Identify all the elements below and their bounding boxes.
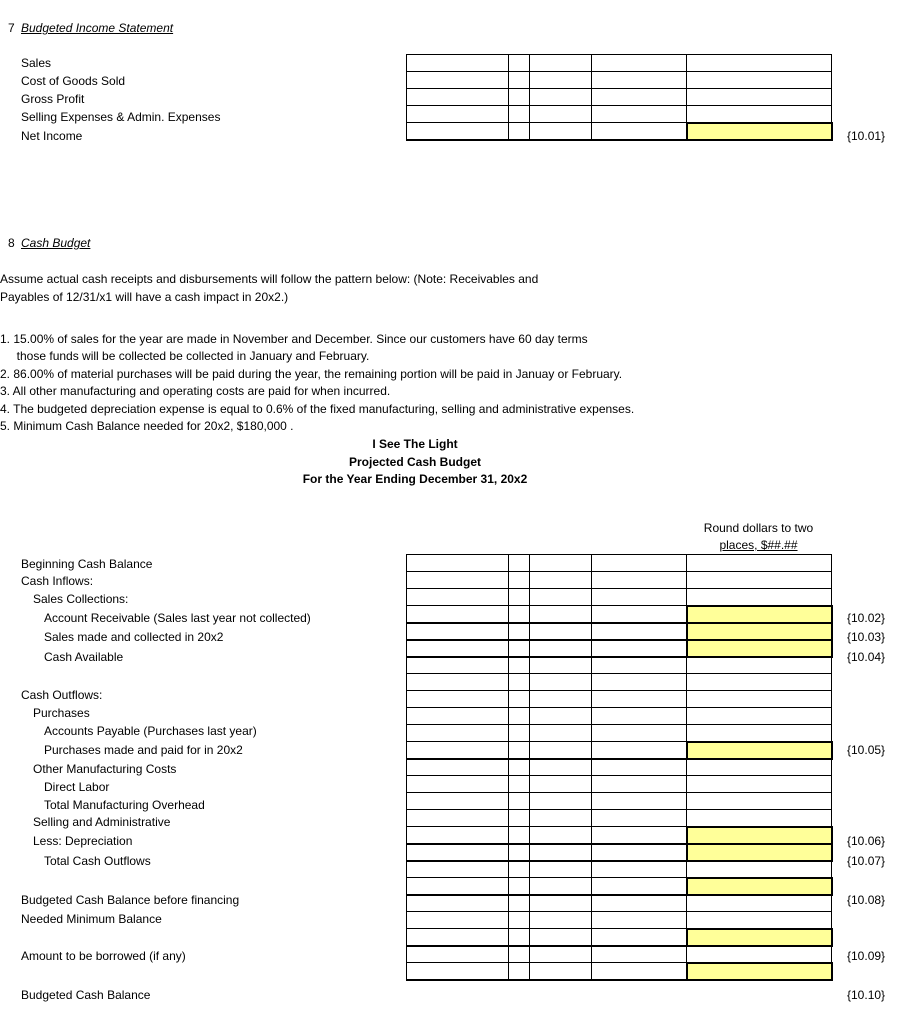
cell[interactable] <box>509 810 530 827</box>
cell[interactable] <box>509 72 530 89</box>
cell[interactable] <box>407 878 509 895</box>
cell[interactable] <box>509 691 530 708</box>
cell[interactable] <box>530 572 592 589</box>
cell[interactable] <box>592 623 687 640</box>
row-cash-inflows: Cash Inflows: <box>21 574 94 588</box>
table-row <box>407 776 832 793</box>
table-row <box>407 674 832 691</box>
cell[interactable] <box>407 89 509 106</box>
assumption-1-cont: those funds will be collected be collected in January and February. <box>0 349 370 363</box>
income-row-selling-admin: Selling Expenses & Admin. Expenses <box>21 110 221 124</box>
ref-10-03: {10.03} <box>847 630 886 644</box>
cell[interactable] <box>530 895 592 912</box>
cell[interactable] <box>592 89 687 106</box>
table-row <box>407 861 832 878</box>
cell[interactable] <box>530 89 592 106</box>
cell[interactable] <box>509 623 530 640</box>
row-sales-collected: Sales made and collected in 20x2 <box>44 630 224 644</box>
cell[interactable] <box>592 606 687 623</box>
cell[interactable] <box>687 72 832 89</box>
cell[interactable] <box>407 708 509 725</box>
cell[interactable] <box>592 657 687 674</box>
cell[interactable] <box>509 844 530 861</box>
cell[interactable] <box>687 708 832 725</box>
cell[interactable] <box>509 725 530 742</box>
cell[interactable] <box>592 776 687 793</box>
table-row <box>407 844 832 861</box>
cell[interactable] <box>509 827 530 844</box>
cell[interactable] <box>687 691 832 708</box>
intro-line-1: Assume actual cash receipts and disbursements will follow the pattern below: (Note: Receivables and <box>0 272 539 286</box>
table-row <box>407 606 832 623</box>
cell[interactable] <box>530 640 592 657</box>
cell[interactable] <box>407 589 509 606</box>
cell[interactable] <box>407 963 509 980</box>
answer-input[interactable] <box>687 623 832 640</box>
table-row <box>407 878 832 895</box>
answer-input[interactable] <box>687 606 832 623</box>
cell[interactable] <box>530 946 592 963</box>
round-note-2: places, $##.## <box>719 538 798 552</box>
income-statement-title: Budgeted Income Statement <box>21 21 174 35</box>
cell[interactable] <box>530 708 592 725</box>
ref-10-04: {10.04} <box>847 650 886 664</box>
row-purchases-paid: Purchases made and paid for in 20x2 <box>44 743 243 757</box>
cell[interactable] <box>687 725 832 742</box>
section-8-number: 8 <box>8 236 15 250</box>
cell[interactable] <box>592 929 687 946</box>
row-total-outflows: Total Cash Outflows <box>44 854 151 868</box>
cell[interactable] <box>592 72 687 89</box>
income-row-gross-profit: Gross Profit <box>21 92 85 106</box>
cell[interactable] <box>530 776 592 793</box>
cell[interactable] <box>687 895 832 912</box>
cell[interactable] <box>530 912 592 929</box>
row-budgeted-cash: Budgeted Cash Balance <box>21 988 151 1002</box>
cell[interactable] <box>407 861 509 878</box>
income-statement-grid <box>406 54 833 141</box>
cell[interactable] <box>530 606 592 623</box>
table-row <box>407 640 832 657</box>
row-min-balance: Needed Minimum Balance <box>21 912 162 926</box>
net-income-input[interactable] <box>687 123 832 140</box>
cell[interactable] <box>530 691 592 708</box>
cell[interactable] <box>407 691 509 708</box>
assumption-3: 3. All other manufacturing and operating costs are paid for when incurred. <box>0 384 391 398</box>
cell[interactable] <box>592 912 687 929</box>
cell[interactable] <box>407 895 509 912</box>
cash-budget-grid <box>406 554 833 981</box>
row-amount-borrowed: Amount to be borrowed (if any) <box>21 949 186 963</box>
cell[interactable] <box>687 555 832 572</box>
round-note-1: Round dollars to two <box>703 521 814 535</box>
cell[interactable] <box>509 878 530 895</box>
table-row <box>407 657 832 674</box>
table-row <box>407 912 832 929</box>
cell[interactable] <box>592 793 687 810</box>
ref-10-02: {10.02} <box>847 611 886 625</box>
cell[interactable] <box>509 861 530 878</box>
answer-input[interactable] <box>687 640 832 657</box>
cell[interactable] <box>509 793 530 810</box>
answer-input[interactable] <box>687 878 832 895</box>
cell[interactable] <box>407 55 509 72</box>
table-row <box>407 725 832 742</box>
cell[interactable] <box>530 793 592 810</box>
table-row <box>407 946 832 963</box>
row-purchases: Purchases <box>33 706 90 720</box>
cell[interactable] <box>530 878 592 895</box>
cell[interactable] <box>509 929 530 946</box>
cell[interactable] <box>407 623 509 640</box>
cell[interactable] <box>687 912 832 929</box>
answer-input[interactable] <box>687 827 832 844</box>
cell[interactable] <box>407 793 509 810</box>
row-accounts-receivable: Account Receivable (Sales last year not collected) <box>44 611 311 625</box>
table-row <box>407 793 832 810</box>
cell[interactable] <box>592 963 687 980</box>
row-direct-labor: Direct Labor <box>44 780 110 794</box>
cell[interactable] <box>509 106 530 123</box>
cell[interactable] <box>687 89 832 106</box>
table-row <box>407 555 832 572</box>
cell[interactable] <box>509 963 530 980</box>
cell[interactable] <box>407 844 509 861</box>
cell[interactable] <box>592 55 687 72</box>
cell[interactable] <box>592 691 687 708</box>
cell[interactable] <box>530 657 592 674</box>
cell[interactable] <box>592 589 687 606</box>
cell[interactable] <box>509 589 530 606</box>
cell[interactable] <box>687 572 832 589</box>
cell[interactable] <box>687 674 832 691</box>
cell[interactable] <box>592 827 687 844</box>
cell[interactable] <box>509 674 530 691</box>
assumption-1: 1. 15.00% of sales for the year are made in November and December. Since our customers have 60 day terms <box>0 332 588 346</box>
table-row <box>407 623 832 640</box>
cell[interactable] <box>530 929 592 946</box>
cell[interactable] <box>592 946 687 963</box>
cell[interactable] <box>687 810 832 827</box>
income-row-net-income: Net Income <box>21 129 83 143</box>
cell[interactable] <box>687 946 832 963</box>
ref-10-08: {10.08} <box>847 893 886 907</box>
cell[interactable] <box>530 725 592 742</box>
income-row-sales: Sales <box>21 56 52 70</box>
row-total-mfg-overhead: Total Manufacturing Overhead <box>44 798 205 812</box>
cell[interactable] <box>530 589 592 606</box>
cell[interactable] <box>530 55 592 72</box>
row-beginning-cash: Beginning Cash Balance <box>21 557 153 571</box>
table-row <box>407 759 832 776</box>
cell[interactable] <box>530 759 592 776</box>
cell[interactable] <box>687 861 832 878</box>
cell[interactable] <box>407 912 509 929</box>
cell[interactable] <box>407 72 509 89</box>
cell[interactable] <box>407 759 509 776</box>
answer-input[interactable] <box>687 844 832 861</box>
cell[interactable] <box>530 623 592 640</box>
cell[interactable] <box>509 606 530 623</box>
cell[interactable] <box>687 759 832 776</box>
cell[interactable] <box>509 776 530 793</box>
cell[interactable] <box>592 640 687 657</box>
table-row <box>407 827 832 844</box>
cell[interactable] <box>687 793 832 810</box>
row-other-mfg: Other Manufacturing Costs <box>33 762 177 776</box>
table-row <box>407 708 832 725</box>
table-row <box>407 742 832 759</box>
cell[interactable] <box>530 827 592 844</box>
cell[interactable] <box>509 55 530 72</box>
cell[interactable] <box>592 674 687 691</box>
row-cash-available: Cash Available <box>44 650 124 664</box>
cell[interactable] <box>530 674 592 691</box>
answer-input[interactable] <box>687 929 832 946</box>
cell[interactable] <box>687 106 832 123</box>
cell[interactable] <box>407 123 509 140</box>
cell[interactable] <box>407 827 509 844</box>
cell[interactable] <box>687 776 832 793</box>
cell[interactable] <box>407 657 509 674</box>
cell[interactable] <box>592 725 687 742</box>
company-heading: I See The Light <box>372 437 458 451</box>
cell[interactable] <box>530 106 592 123</box>
cell[interactable] <box>509 708 530 725</box>
cell[interactable] <box>407 555 509 572</box>
cell[interactable] <box>407 640 509 657</box>
ref-10-01: {10.01} <box>847 129 886 143</box>
cell[interactable] <box>592 742 687 759</box>
row-before-financing: Budgeted Cash Balance before financing <box>21 893 240 907</box>
cell[interactable] <box>530 742 592 759</box>
cell[interactable] <box>509 555 530 572</box>
assumption-4: 4. The budgeted depreciation expense is equal to 0.6% of the fixed manufacturing, selling and administrative expenses. <box>0 402 635 416</box>
table-row <box>407 929 832 946</box>
row-depreciation: Less: Depreciation <box>33 834 133 848</box>
cell[interactable] <box>592 878 687 895</box>
report-heading: Projected Cash Budget <box>348 455 482 469</box>
cash-budget-title: Cash Budget <box>21 236 91 250</box>
row-cash-outflows: Cash Outflows: <box>21 688 103 702</box>
table-row <box>407 691 832 708</box>
cell[interactable] <box>530 123 592 140</box>
cell[interactable] <box>509 946 530 963</box>
cell[interactable] <box>530 844 592 861</box>
ref-10-05: {10.05} <box>847 743 886 757</box>
cell[interactable] <box>592 844 687 861</box>
cell[interactable] <box>407 776 509 793</box>
section-7-number: 7 <box>8 21 15 35</box>
cell[interactable] <box>509 640 530 657</box>
cell[interactable] <box>592 123 687 140</box>
assumption-5: 5. Minimum Cash Balance needed for 20x2, $180,000 . <box>0 419 294 433</box>
income-row-cogs: Cost of Goods Sold <box>21 74 126 88</box>
answer-input[interactable] <box>687 742 832 759</box>
cell[interactable] <box>592 810 687 827</box>
table-row <box>407 895 832 912</box>
table-row <box>407 810 832 827</box>
cell[interactable] <box>687 589 832 606</box>
table-row <box>407 572 832 589</box>
cell[interactable] <box>592 555 687 572</box>
ref-10-10: {10.10} <box>847 988 886 1002</box>
ref-10-06: {10.06} <box>847 834 886 848</box>
cell[interactable] <box>407 606 509 623</box>
row-accounts-payable: Accounts Payable (Purchases last year) <box>44 724 257 738</box>
cell[interactable] <box>530 555 592 572</box>
cell[interactable] <box>407 946 509 963</box>
cell[interactable] <box>407 572 509 589</box>
cell[interactable] <box>407 674 509 691</box>
intro-line-2: Payables of 12/31/x1 will have a cash impact in 20x2.) <box>0 290 289 304</box>
period-heading: For the Year Ending December 31, 20x2 <box>302 472 528 486</box>
ref-10-07: {10.07} <box>847 854 886 868</box>
cell[interactable] <box>592 895 687 912</box>
cell[interactable] <box>530 810 592 827</box>
answer-input[interactable] <box>687 963 832 980</box>
cell[interactable] <box>407 810 509 827</box>
cell[interactable] <box>509 895 530 912</box>
row-sales-collections: Sales Collections: <box>33 592 129 606</box>
cell[interactable] <box>509 759 530 776</box>
cell[interactable] <box>592 106 687 123</box>
cell[interactable] <box>509 123 530 140</box>
cell[interactable] <box>530 72 592 89</box>
row-selling-admin: Selling and Administrative <box>33 815 171 829</box>
cell[interactable] <box>407 725 509 742</box>
table-row <box>407 589 832 606</box>
assumption-2: 2. 86.00% of material purchases will be paid during the year, the remaining portion will be paid in Januay or February. <box>0 367 623 381</box>
cell[interactable] <box>592 572 687 589</box>
cell[interactable] <box>509 572 530 589</box>
cell[interactable] <box>509 912 530 929</box>
cell[interactable] <box>509 657 530 674</box>
cell[interactable] <box>407 106 509 123</box>
cell[interactable] <box>530 861 592 878</box>
cell[interactable] <box>407 929 509 946</box>
cell[interactable] <box>509 742 530 759</box>
cell[interactable] <box>509 89 530 106</box>
cell[interactable] <box>687 657 832 674</box>
cell[interactable] <box>592 759 687 776</box>
cell[interactable] <box>687 55 832 72</box>
cell[interactable] <box>530 963 592 980</box>
cell[interactable] <box>407 742 509 759</box>
ref-10-09: {10.09} <box>847 949 886 963</box>
cell[interactable] <box>592 861 687 878</box>
cell[interactable] <box>592 708 687 725</box>
table-row <box>407 963 832 980</box>
